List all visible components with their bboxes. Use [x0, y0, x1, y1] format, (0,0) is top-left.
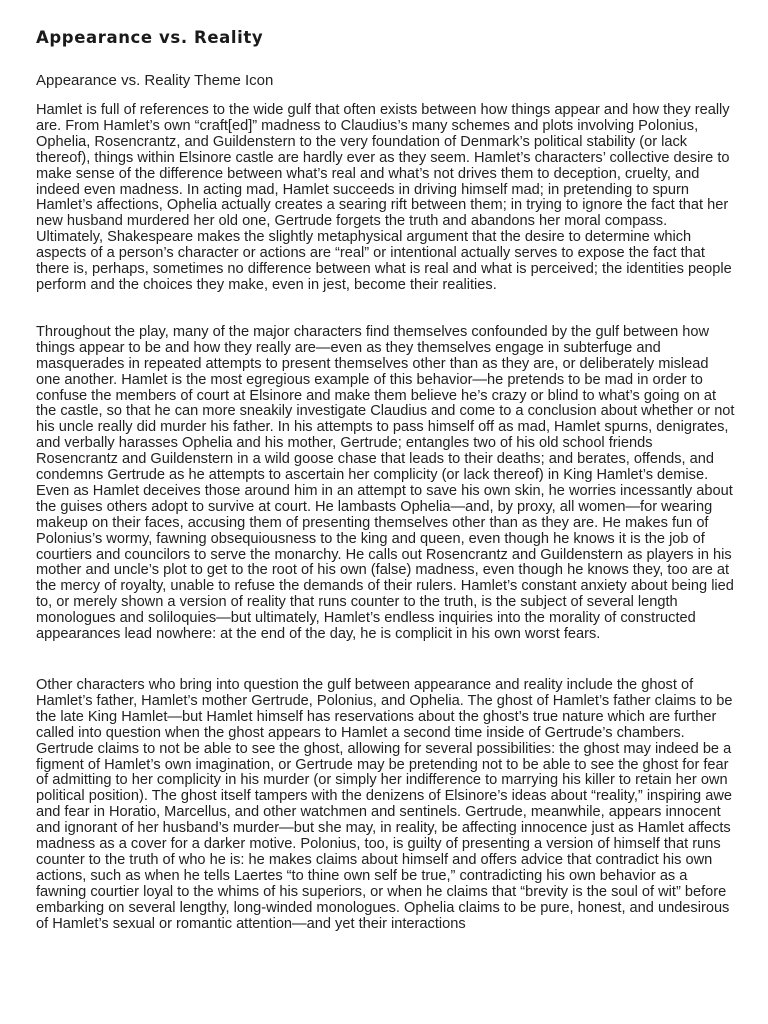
- paragraph-1: Hamlet is full of references to the wide gulf that often exists between how things appear and how they really are. From Hamlet’s own “craft[ed]” madness to Claudius’s many schemes and plots involving Polonius, Ophelia, Rosencrantz, and Guildenstern to the very foundation of Denmark’s political stability (or lack thereof), things within Elsinore castle are hardly ever as they seem. Hamlet’s characters’ collective desire to make sense of the difference between what’s real and what’s not drives them to deception, cruelty, and indeed even madness. In acting mad, Hamlet succeeds in driving himself mad; in pretending to spurn Hamlet’s affections, Ophelia actually creates a searing rift between them; in trying to ignore the fact that her new husband murdered her old one, Gertrude forgets the truth and abandons her moral compass. Ultimately, Shakespeare makes the slightly metaphysical argument that the desire to determine which aspects of a person’s character or actions are “real” or intentional actually serves to expose the fact that there is, perhaps, sometimes no difference between what is real and what is perceived; the identities people perform and the choices they make, even in jest, become their realities.: [36, 102, 732, 293]
- document-page: [36, 26, 736, 933]
- page-title: Appearance vs. Reality: [36, 28, 264, 47]
- paragraph-2: Throughout the play, many of the major characters find themselves confounded by the gulf between how things appear to be and how they really are—even as they themselves engage in subterfuge and masquerades in repeated attempts to present themselves other than as they are, or deliberately mislead one another. Hamlet is the most egregious example of this behavior—he pretends to be mad in order to confuse the members of court at Elsinore and make them believe he’s crazy or blind to what’s going on at the castle, so that he can more sneakily investigate Claudius and come to a conclusion about whether or not his uncle really did murder his father. In his attempts to pass himself off as mad, Hamlet spurns, denigrates, and verbally harasses Ophelia and his mother, Gertrude; entangles two of his old school friends Rosencrantz and Guildenstern in a wild goose chase that leads to their deaths; and berates, offends, and condemns Gertrude as he attempts to ascertain her complicity (or lack thereof) in King Hamlet’s demise. Even as Hamlet deceives those around him in an attempt to save his own skin, he worries incessantly about the guises others adopt to survive at court. He lambasts Ophelia—and, by proxy, all women—for wearing makeup on their faces, accusing them of presenting themselves other than as they are. He makes fun of Polonius’s wormy, fawning obsequiousness to the king and queen, even though he knows it is the job of courtiers and councilors to serve the monarchy. He calls out Rosencrantz and Guildenstern as players in his mother and uncle’s plot to get to the root of his own (false) madness, even though he knows they, too are at the mercy of royalty, unable to refuse the demands of their rulers. Hamlet’s constant anxiety about being lied to, or merely shown a version of reality that runs counter to the truth, is the subject of several length monologues and soliloquies—but ultimately, Hamlet’s endless inquiries into the morality of constructed appearances lead nowhere: at the end of the day, he is complicit in his own worst fears.: [36, 323, 735, 643]
- paragraph-3: Other characters who bring into question the gulf between appearance and reality include the ghost of Hamlet’s father, Hamlet’s mother Gertrude, Polonius, and Ophelia. The ghost of Hamlet’s father claims to be the late King Hamlet—but Hamlet himself has reservations about the ghost’s true nature which are further called into question when the ghost appears to Hamlet a second time inside of Gertrude’s chambers. Gertrude claims to not be able to see the ghost, allowing for several possibilities: the ghost may indeed be a figment of Hamlet’s own imagination, or Gertrude may be pretending not to be able to see the ghost for fear of admitting to her complicity in his murder (or simply her indifference to marrying his killer to retain her own political position). The ghost itself tampers with the denizens of Elsinore’s ideas about “reality,” inspiring awe and fear in Horatio, Marcellus, and other watchmen and sentinels. Gertrude, meanwhile, appears innocent and ignorant of her husband’s murder—but she may, in reality, be affecting innocence just as Hamlet affects madness as a cover for a darker motive. Polonius, too, is guilty of presenting a version of himself that runs counter to the truth of who he is: he makes claims about himself and offers advice that contradict his own actions, such as when he tells Laertes “to thine own self be true,” contradicting his own behavior as a fawning courtier loyal to the whims of his superiors, or when he claims that “brevity is the soul of wit” before embarking on several lengthy, long-winded monologues. Ophelia claims to be pure, honest, and undesirous of Hamlet’s sexual or romantic attention—and yet their interactions: [36, 677, 733, 932]
- theme-icon-label: Appearance vs. Reality Theme Icon: [36, 72, 274, 89]
